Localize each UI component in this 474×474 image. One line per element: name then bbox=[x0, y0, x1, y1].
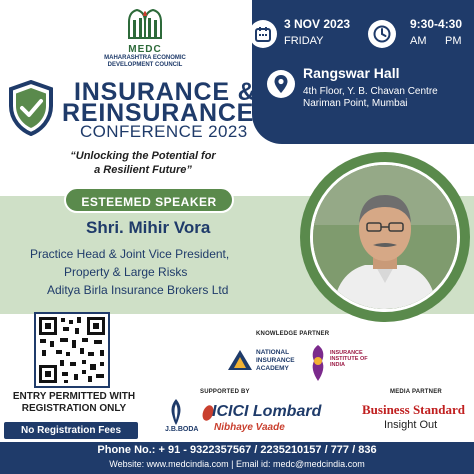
venue-name: Rangswar Hall bbox=[303, 65, 400, 81]
icici-tagline: Nibhaye Vaade bbox=[214, 422, 285, 433]
event-title-line2: REINSURANCE bbox=[62, 99, 255, 127]
shield-check-icon bbox=[8, 80, 54, 136]
venue-address-line1: 4th Floor, Y. B. Chavan Centre bbox=[303, 86, 438, 97]
naa-name-line2: INSURANCE bbox=[256, 357, 295, 364]
tagline-line1: “Unlocking the Potential for bbox=[70, 150, 216, 162]
event-time-am: AM bbox=[410, 35, 427, 47]
speaker-photo bbox=[310, 162, 460, 312]
contact-website-email[interactable]: Website: www.medcindia.com | Email id: medc@medcindia.com bbox=[109, 459, 365, 469]
iii-logo-icon bbox=[308, 343, 328, 388]
iii-name-line1: INSURANCE bbox=[330, 350, 363, 356]
jb-boda-name: J.B.BODA bbox=[165, 426, 199, 433]
naa-name-line1: NATIONAL bbox=[256, 349, 290, 356]
naa-logo-icon bbox=[226, 348, 254, 377]
registration-line2: REGISTRATION ONLY bbox=[21, 403, 127, 414]
location-pin-icon bbox=[266, 69, 296, 99]
event-time: 9:30-4:30 bbox=[410, 17, 463, 31]
contact-phone: Phone No.: + 91 - 9322357567 / 2235210157 / 777 / 836 bbox=[97, 444, 377, 456]
speaker-role-line3: Aditya Birla Insurance Brokers Ltd bbox=[47, 283, 229, 297]
clock-icon bbox=[368, 20, 396, 48]
event-title-line1: INSURANCE & bbox=[74, 78, 257, 106]
knowledge-partner-label: KNOWLEDGE PARTNER bbox=[256, 331, 330, 337]
organizer-name-line2: DEVELOPMENT COUNCIL bbox=[107, 62, 183, 68]
event-tagline bbox=[38, 149, 248, 177]
medc-logo bbox=[84, 4, 206, 70]
business-standard-name: Business Standard bbox=[362, 402, 465, 417]
event-time-pm: PM bbox=[445, 35, 462, 47]
speaker-role-line1: Practice Head & Joint Vice President, bbox=[30, 247, 230, 261]
iii-name-line3: INDIA bbox=[330, 362, 345, 368]
venue-address-line2: Nariman Point, Mumbai bbox=[303, 98, 408, 109]
supported-by-label: SUPPORTED BY bbox=[200, 389, 250, 395]
speaker-role-line2: Property & Large Risks bbox=[64, 265, 188, 279]
registration-line1: ENTRY PERMITTED WITH bbox=[12, 391, 136, 402]
tagline-line2: a Resilient Future” bbox=[94, 164, 192, 176]
naa-name-line3: ACADEMY bbox=[256, 365, 289, 372]
media-partner-label: MEDIA PARTNER bbox=[390, 389, 442, 395]
speaker-section-label: ESTEEMED SPEAKER bbox=[64, 187, 234, 213]
naa-name bbox=[256, 349, 295, 373]
business-standard-tagline: Insight Out bbox=[384, 419, 438, 431]
event-date: 3 NOV 2023 bbox=[284, 17, 351, 31]
event-title-line3: CONFERENCE 2023 bbox=[80, 122, 248, 141]
calendar-icon bbox=[249, 20, 277, 48]
logo-word: MEDC bbox=[128, 44, 162, 55]
medc-emblem-icon bbox=[125, 4, 165, 40]
icici-lombard-name: ICICI Lombard bbox=[212, 403, 322, 420]
registration-qr-code[interactable] bbox=[34, 312, 110, 388]
speaker-name: Shri. Mihir Vora bbox=[86, 218, 211, 237]
iii-name-line2: INSTITUTE OF bbox=[330, 356, 368, 362]
no-registration-fees-badge: No Registration Fees bbox=[4, 422, 138, 439]
organizer-name-line1: MAHARASHTRA ECONOMIC bbox=[104, 55, 186, 61]
event-day: FRIDAY bbox=[284, 35, 324, 47]
iii-name bbox=[330, 350, 368, 368]
